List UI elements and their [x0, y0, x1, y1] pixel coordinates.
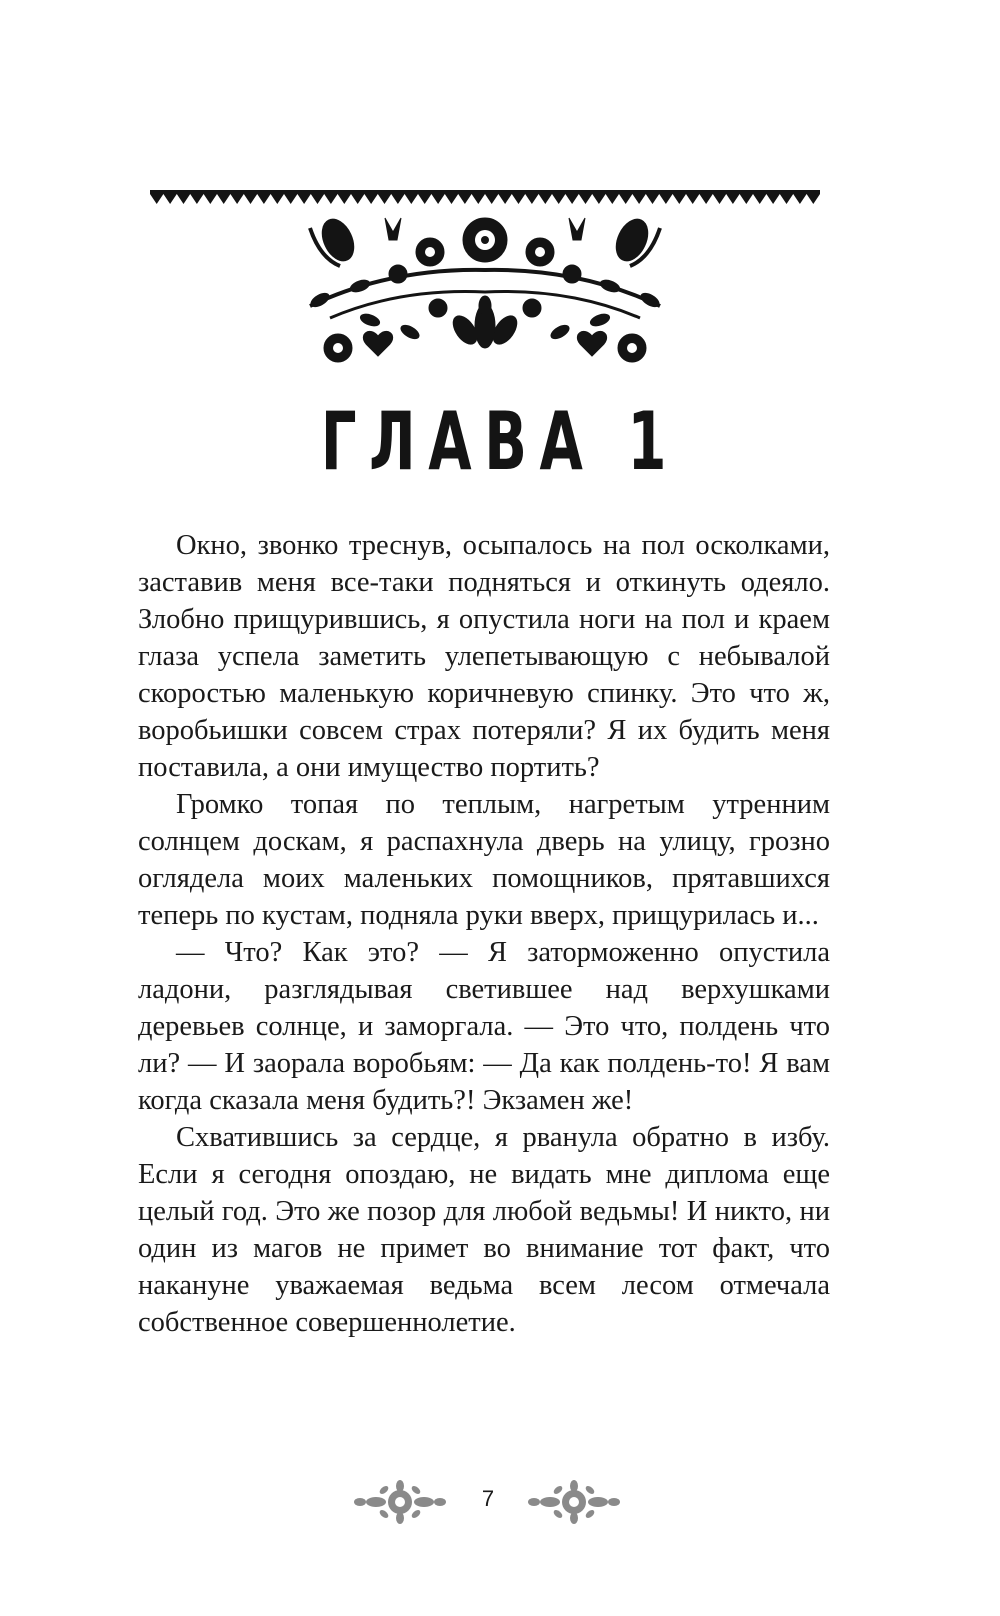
zigzag-tooth — [150, 194, 163, 204]
paragraph: Громко топая по теплым, нагретым утренним солнцем доскам, я распахнула дверь на улицу, грозно оглядела моих маленьких помощников, прятавшихся теперь по кустам, подняла руки вверх, прищурилась и... — [138, 789, 830, 931]
zigzag-tooth — [793, 194, 806, 204]
zigzag-tooth — [405, 194, 418, 204]
zigzag-tooth — [646, 194, 659, 204]
zigzag-tooth — [753, 194, 766, 204]
zigzag-tooth — [686, 194, 699, 204]
zigzag-tooth — [217, 194, 230, 204]
zigzag-tooth — [324, 194, 337, 204]
zigzag-tooth — [673, 194, 686, 204]
paragraph: Окно, звонко треснув, осыпалось на пол осколками, заставив меня все-таки подняться и откинуть одеяло. Злобно прищурившись, я опустила ноги на пол и краем глаза успела заметить улепетывающую с небывалой скоростью маленькую коричневую спинку. Это что ж, воробьишки совсем страх потеряли? Я их будить меня поставила, а они имущество портить? — [138, 530, 830, 783]
chapter-title: ГЛАВА 1 — [320, 395, 680, 488]
page-footer — [0, 1480, 1000, 1524]
zigzag-tooth — [190, 194, 203, 204]
paragraph: Схватившись за сердце, я рванула обратно в избу. Если я сегодня опоздаю, не видать мне диплома еще целый год. Это же позор для любой ведьмы! И никто, ни один из магов не примет во внимание тот факт, что накануне уважаемая ведьма всем лесом отмечала собственное совершеннолетие. — [138, 1122, 830, 1338]
zigzag-tooth — [311, 194, 324, 204]
zigzag-tooth — [512, 194, 525, 204]
zigzag-tooth — [297, 194, 310, 204]
zigzag-tooth — [632, 194, 645, 204]
zigzag-tooth — [565, 194, 578, 204]
zigzag-tooth — [713, 194, 726, 204]
page-number: 7 — [481, 1486, 495, 1511]
zigzag-tooth — [606, 194, 619, 204]
zigzag-tooth — [431, 194, 444, 204]
zigzag-tooth — [284, 194, 297, 204]
zigzag-tooth — [257, 194, 270, 204]
chapter-text — [138, 527, 830, 1341]
zigzag-border — [150, 190, 820, 206]
zigzag-tooth — [418, 194, 431, 204]
zigzag-tooth — [351, 194, 364, 204]
zigzag-tooth — [498, 194, 511, 204]
zigzag-tooth — [230, 194, 243, 204]
small-floral-ornament-left — [352, 1480, 448, 1524]
small-floral-ornament-right — [526, 1480, 622, 1524]
zigzag-tooth — [445, 194, 458, 204]
zigzag-tooth — [458, 194, 471, 204]
zigzag-tooth — [364, 194, 377, 204]
paragraph: — Что? Как это? — Я заторможенно опустила ладони, разглядывая светившее над верхушками деревьев солнце, и заморгала. — Это что, полдень что ли? — И заорала воробьям: — Да как полдень-то! Я вам когда сказала меня будить?! Экзамен же! — [138, 937, 830, 1116]
zigzag-tooth — [552, 194, 565, 204]
zigzag-tooth — [525, 194, 538, 204]
zigzag-tooth — [780, 194, 793, 204]
zigzag-tooth — [807, 194, 820, 204]
zigzag-tooth — [244, 194, 257, 204]
zigzag-tooth — [619, 194, 632, 204]
zigzag-tooth — [163, 194, 176, 204]
zigzag-tooth — [740, 194, 753, 204]
zigzag-tooth — [338, 194, 351, 204]
zigzag-tooth — [391, 194, 404, 204]
zigzag-tooth — [539, 194, 552, 204]
zigzag-tooth — [579, 194, 592, 204]
zigzag-tooth — [204, 194, 217, 204]
zigzag-tooth — [271, 194, 284, 204]
zigzag-tooth — [177, 194, 190, 204]
zigzag-tooth — [659, 194, 672, 204]
folk-floral-ornament — [290, 208, 680, 372]
zigzag-tooth — [472, 194, 485, 204]
zigzag-tooth — [699, 194, 712, 204]
zigzag-tooth — [378, 194, 391, 204]
zigzag-tooth — [592, 194, 605, 204]
zigzag-tooth — [766, 194, 779, 204]
zigzag-tooth — [726, 194, 739, 204]
zigzag-tooth — [485, 194, 498, 204]
